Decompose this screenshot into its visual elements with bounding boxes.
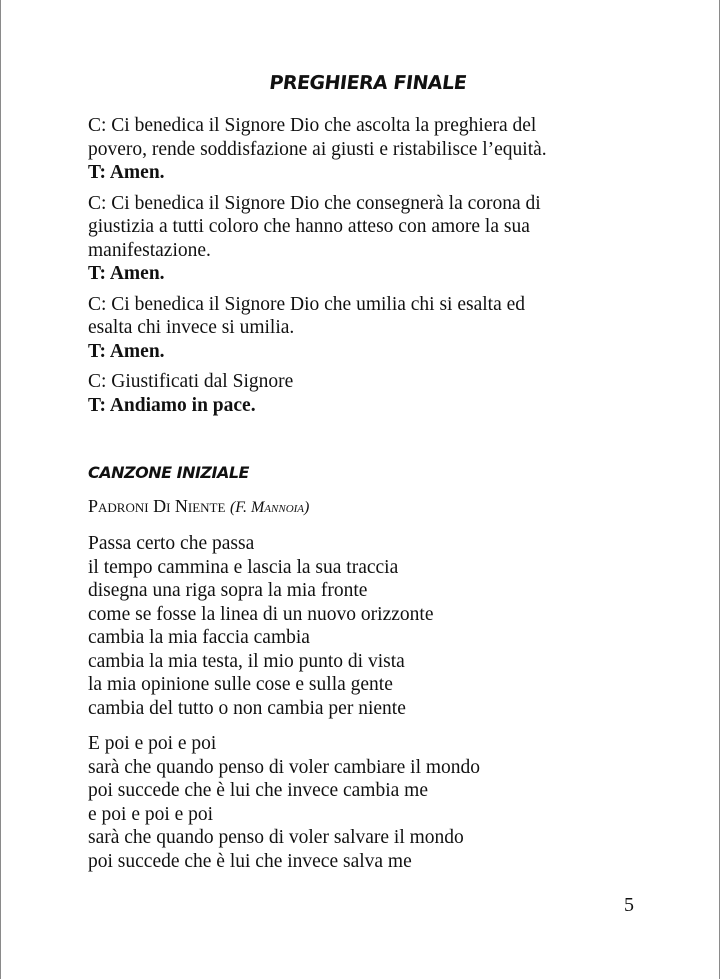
- verse: e poi e poi e poi: [88, 803, 214, 825]
- verse: E poi e poi e poi: [88, 733, 217, 754]
- song-section-title: CANZONE INIZIALE: [88, 463, 249, 482]
- song-author: (F. Mannoia): [229, 499, 310, 516]
- verse: sarà che quando penso di voler cambiare il mondo: [88, 756, 481, 778]
- verse: sarà che quando penso di voler salvare il mondo: [88, 827, 464, 848]
- prayer-line: giustizia a tutti coloro che hanno atteso con amore la sua: [88, 216, 530, 237]
- page-content: [88, 70, 648, 885]
- stanza: [88, 532, 648, 720]
- verse: poi succede che è lui che invece cambia me: [88, 780, 428, 801]
- verse: disegna una riga sopra la mia fronte: [88, 580, 368, 601]
- verse: poi succede che è lui che invece salva me: [88, 850, 412, 872]
- stanza: [88, 732, 648, 873]
- prayer-block: [88, 114, 648, 185]
- verse: come se fosse la linea di un nuovo orizzonte: [88, 603, 434, 625]
- page-number: 5: [624, 894, 634, 916]
- page-border-left: [0, 0, 1, 979]
- verse: la mia opinione sulle cose e sulla gente: [88, 674, 393, 695]
- verse: Passa certo che passa: [88, 533, 255, 554]
- prayer-title: PREGHIERA FINALE: [268, 72, 468, 94]
- prayer-line: C: Giustificati dal Signore: [88, 371, 294, 392]
- prayer-line: esalta chi invece si umilia.: [88, 317, 295, 338]
- prayer-block: [88, 293, 648, 364]
- prayer-block: [88, 192, 648, 286]
- verse: il tempo cammina e lascia la sua traccia: [88, 556, 399, 578]
- prayer-line: C: Ci benedica il Signore Dio che consegnerà la corona di: [88, 192, 541, 214]
- prayer-text: [88, 114, 648, 417]
- section-spacer: [88, 424, 648, 462]
- song-title: Padroni Di Niente: [88, 496, 226, 516]
- verse: cambia del tutto o non cambia per niente: [88, 697, 406, 719]
- song-title-line: [88, 494, 648, 520]
- prayer-response: T: Amen.: [88, 340, 165, 362]
- verse: cambia la mia faccia cambia: [88, 627, 310, 648]
- prayer-line: C: Ci benedica il Signore Dio che ascolta la preghiera del: [88, 115, 537, 136]
- prayer-line: povero, rende soddisfazione ai giusti e ristabilisce l’equità.: [88, 138, 547, 160]
- prayer-response: T: Andiamo in pace.: [88, 394, 256, 416]
- prayer-block: [88, 370, 648, 417]
- song-lyrics: [88, 532, 648, 873]
- prayer-line: manifestazione.: [88, 239, 211, 261]
- verse: cambia la mia testa, il mio punto di vista: [88, 650, 405, 672]
- prayer-response: T: Amen.: [88, 162, 165, 183]
- prayer-response: T: Amen.: [88, 263, 165, 284]
- prayer-line: C: Ci benedica il Signore Dio che umilia chi si esalta ed: [88, 293, 526, 315]
